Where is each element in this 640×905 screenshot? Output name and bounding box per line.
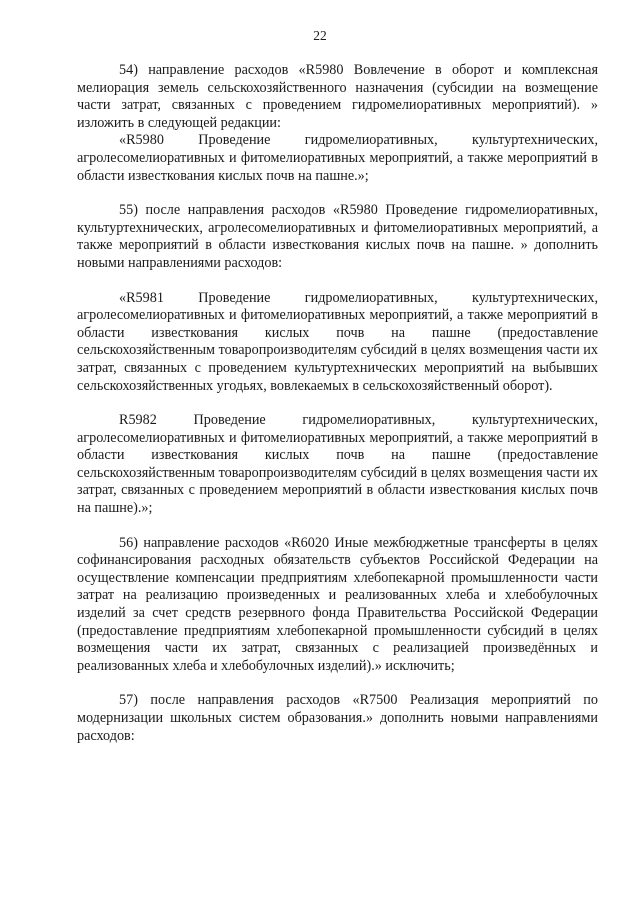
paragraph-r5981: «R5981 Проведение гидромелиоративных, культуртехнических, агролесомелиоративных и фитомелиоративных мероприятий, а также мероприятий в области известкования кислых почв на пашне (предоставление сельскохозяйственным товаропроизводителям субсидий в целях возмещения части их затрат, связанных с проведением культуртехнических мероприятий на выбывших сельскохозяйственных угодьях, вовлекаемых в сельскохозяйственный оборот). bbox=[77, 289, 598, 394]
paragraph-item-55: 55) после направления расходов «R5980 Проведение гидромелиоративных, культуртехнических, агролесомелиоративных и фитомелиоративных мероприятий, а также мероприятий в области известкования кислых почв на пашне. » дополнить новыми направлениями расходов: bbox=[77, 202, 598, 271]
paragraph-item-57: 57) после направления расходов «R7500 Реализация мероприятий по модернизации школьных систем образования.» дополнить новыми направлениями расходов: bbox=[77, 692, 598, 744]
page-number: 22 bbox=[313, 28, 327, 43]
paragraph-r5982: R5982 Проведение гидромелиоративных, культуртехнических, агролесомелиоративных и фитомелиоративных мероприятий, а также мероприятий в области известкования кислых почв на пашне (предоставление сельскохозяйственным товаропроизводителям субсидий в целях возмещения части их затрат, связанных с проведением мероприятий в области известкования кислых почв на пашне).»; bbox=[77, 412, 598, 517]
paragraph-item-54-new-wording: «R5980 Проведение гидромелиоративных, культуртехнических, агролесомелиоративных и фитомелиоративных мероприятий, а также мероприятий в области известкования кислых почв на пашне.»; bbox=[77, 132, 598, 184]
document-body bbox=[77, 62, 598, 745]
paragraph-item-54: 54) направление расходов «R5980 Вовлечение в оборот и комплексная мелиорация земель сельскохозяйственного назначения (субсидии на возмещение части затрат, связанных с проведением гидромелиоративных мероприятий). » изложить в следующей редакции: bbox=[77, 62, 598, 131]
paragraph-item-56: 56) направление расходов «R6020 Иные межбюджетные трансферты в целях софинансирования расходных обязательств субъектов Российской Федерации на осуществление компенсации предприятиям хлебопекарной промышленности части затрат на реализацию произведенных и реализованных хлеба и хлебобулочных изделий за счет средств резервного фонда Правительства Российской Федерации (предоставление предприятиям хлебопекарной промышленности субсидий в целях возмещения части их затрат, связанных с реализацией произведённых и реализованных хлеба и хлебобулочных изделий).» исключить; bbox=[77, 534, 598, 674]
